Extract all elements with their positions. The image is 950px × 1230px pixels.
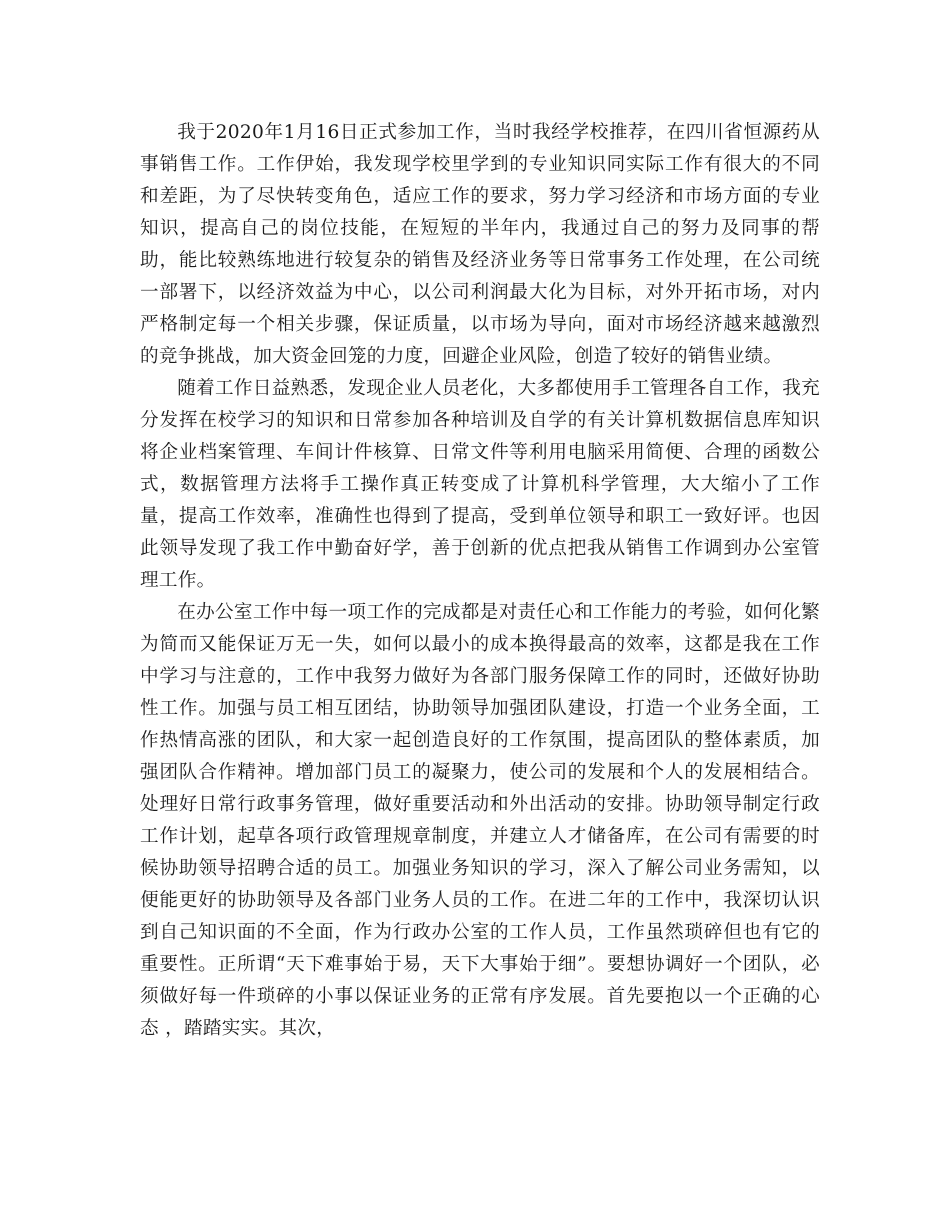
paragraph-2: 随着工作日益熟悉，发现企业人员老化，大多都使用手工管理各自工作，我充分发挥在校学习的知识和日常参加各种培训及自学的有关计算机数据信息库知识将企业档案管理、车间计件核算、日常文件等利用电脑采用简便、合理的函数公式，数据管理方法将手工操作真正转变成了计算机科学管理，大大缩小了工作量，提高工作效率，准确性也得到了提高，受到单位领导和职工一致好评。也因此领导发现了我工作中勤奋好学，善于创新的优点把我从销售工作调到办公室管理工作。 [140, 378, 820, 591]
paragraph-1: 我于2020年1月16日正式参加工作，当时我经学校推荐，在四川省恒源药从事销售工作。工作伊始，我发现学校里学到的专业知识同实际工作有很大的不同和差距，为了尽快转变角色，适应工作的要求，努力学习经济和市场方面的专业知识，提高自己的岗位技能，在短短的半年内，我通过自己的努力及同事的帮助，能比较熟练地进行较复杂的销售及经济业务等日常事务工作处理，在公司统一部署下，以经济效益为中心，以公司利润最大化为目标，对外开拓市场，对内严格制定每一个相关步骤，保证质量，以市场为导向，面对市场经济越来越激烈的竞争挑战，加大资金回笼的力度，回避企业风险，创造了较好的销售业绩。 [140, 122, 820, 367]
paragraph-3: 在办公室工作中每一项工作的完成都是对责任心和工作能力的考验，如何化繁为简而又能保证万无一失，如何以最小的成本换得最高的效率，这都是我在工作中学习与注意的，工作中我努力做好为各部门服务保障工作的同时，还做好协助性工作。加强与员工相互团结，协助领导加强团队建设，打造一个业务全面，工作热情高涨的团队，和大家一起创造良好的工作氛围，提高团队的整体素质，加强团队合作精神。增加部门员工的凝聚力，使公司的发展和个人的发展相结合。处理好日常行政事务管理，做好重要活动和外出活动的安排。协助领导制定行政工作计划，起草各项行政管理规章制度，并建立人才储备库，在公司有需要的时候协助领导招聘合适的员工。加强业务知识的学习，深入了解公司业务需知，以便能更好的协助领导及各部门业务人员的工作。在进二年的工作中，我深切认识到自己知识面的不全面，作为行政办公室的工作人员，工作虽然琐碎但也有它的重要性。正所谓“天下难事始于易，天下大事始于细”。要想协调好一个团队，必须做好每一件琐碎的小事以保证业务的正常有序发展。首先要抱以一个正确的心态 ，踏踏实实。其次， [140, 602, 820, 1039]
document-body [140, 117, 820, 1045]
